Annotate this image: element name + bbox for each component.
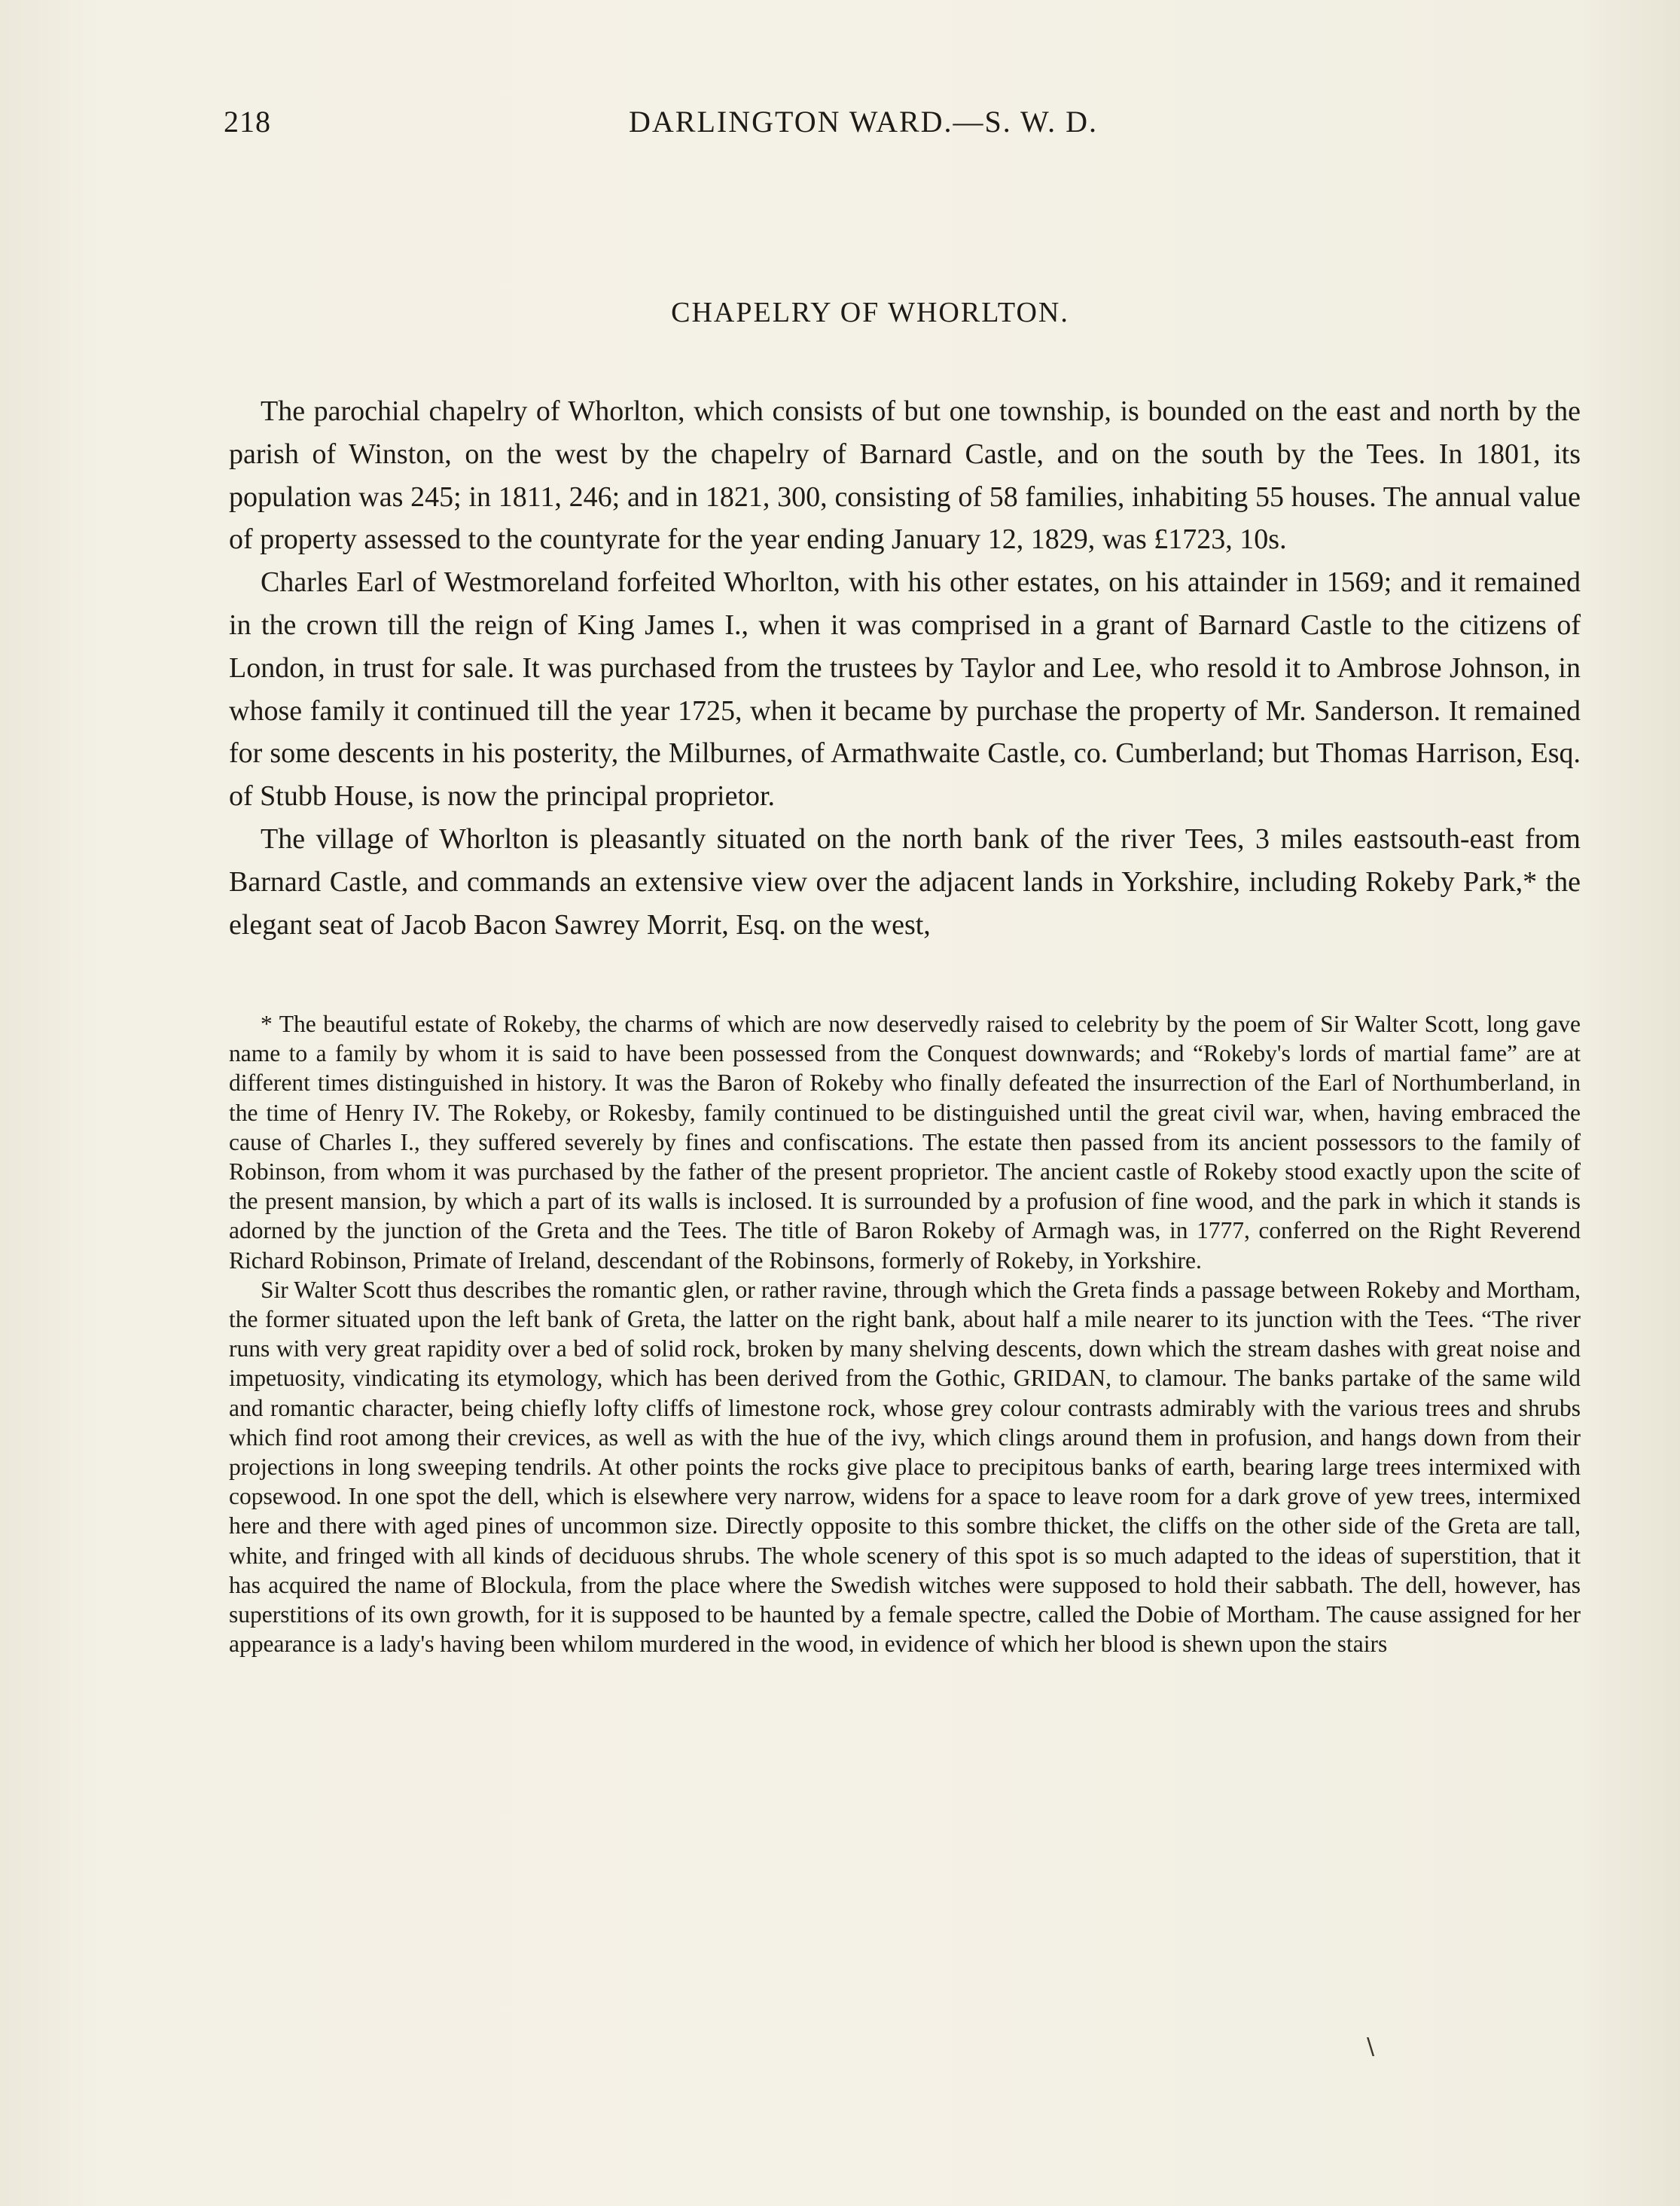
main-text: [229, 390, 1581, 946]
page-number: 218: [224, 105, 271, 139]
body-paragraph: Charles Earl of Westmoreland forfeited Whorlton, with his other estates, on his attainder in 1569; and it remained in the crown till the reign of King James I., when it was comprised in a grant of Barnard Castle to the citizens of London, in trust for sale. It was purchased from the trustees by Taylor and Lee, who resold it to Ambrose Johnson, in whose family it continued till the year 1725, when it became by purchase the property of Mr. Sanderson. It remained for some descents in his posterity, the Milburnes, of Armathwaite Castle, co. Cumberland; but Thomas Harrison, Esq. of Stubb House, is now the principal proprietor.: [229, 566, 1581, 813]
running-head: [0, 104, 1680, 149]
body-paragraph: The village of Whorlton is pleasantly situated on the north bank of the river Tees, 3 miles eastsouth-east from Barnard Castle, and commands an extensive view over the adjacent lands in Yorkshire, including Rokeby Park,* the elegant seat of Jacob Bacon Sawrey Morrit, Esq. on the west,: [229, 822, 1581, 941]
footnote-paragraph: * The beautiful estate of Rokeby, the charms of which are now deservedly raised to celebrity by the poem of Sir Walter Scott, long gave name to a family by whom it is said to have been possessed from the Conquest downwards; and “Rokeby's lords of martial fame” are at different times distinguished in history. It was the Baron of Rokeby who finally defeated the insurrection of the Earl of Northumberland, in the time of Henry IV. The Rokeby, or Rokesby, family continued to be distinguished until the great civil war, when, having embraced the cause of Charles I., they suffered severely by fines and confiscations. The estate then passed from its ancient possessors to the family of Robinson, from whom it was purchased by the father of the present proprietor. The ancient castle of Rokeby stood exactly upon the scite of the present mansion, by which a part of its walls is inclosed. It is surrounded by a profusion of fine wood, and the park in which it stands is adorned by the junction of the Greta and the Tees. The title of Baron Rokeby of Armagh was, in 1777, conferred on the Right Reverend Richard Robinson, Primate of Ireland, descendant of the Robinsons, formerly of Rokeby, in Yorkshire.: [229, 1011, 1581, 1274]
body-paragraph: The parochial chapelry of Whorlton, which consists of but one township, is bounded on the east and north by the parish of Winston, on the west by the chapelry of Barnard Castle, and on the south by the Tees. In 1801, its population was 245; in 1811, 246; and in 1821, 300, consisting of 58 families, inhabiting 55 houses. The annual value of property assessed to the countyrate for the year ending January 12, 1829, was £1723, 10s.: [229, 395, 1581, 556]
footnote-paragraph: Sir Walter Scott thus describes the romantic glen, or rather ravine, through which the Greta finds a passage between Rokeby and Mortham, the former situated upon the left bank of Greta, the latter on the right bank, about half a mile nearer to its junction with the Tees. “The river runs with very great rapidity over a bed of solid rock, broken by many shelving descents, down which the stream dashes with great noise and impetuosity, vindicating its etymology, which has been derived from the Gothic, GRIDAN, to clamour. The banks partake of the same wild and romantic character, being chiefly lofty cliffs of limestone rock, whose grey colour contrasts admirably with the various trees and shrubs which find root among their crevices, as well as with the hue of the ivy, which clings around them in profusion, and hangs down from their projections in long sweeping tendrils. At other points the rocks give place to precipitous banks of earth, bearing large trees intermixed with copsewood. In one spot the dell, which is elsewhere very narrow, widens for a space to leave room for a dark grove of yew trees, intermixed here and there with aged pines of uncommon size. Directly opposite to this sombre thicket, the cliffs on the other side of the Greta are tall, white, and fringed with all kinds of deciduous shrubs. The whole scenery of this spot is so much adapted to the ideas of superstition, that it has acquired the name of Blockula, from the place where the Swedish witches were supposed to hold their sabbath. The dell, however, has superstitions of its own growth, for it is supposed to be haunted by a female spectre, called the Dobie of Mortham. The cause assigned for her appearance is a lady's having been whilom murdered in the wood, in evidence of which her blood is shewn upon the stairs: [229, 1276, 1581, 1658]
running-title: DARLINGTON WARD.—S. W. D.: [629, 105, 1099, 139]
footnotes: [229, 1009, 1581, 1658]
paper-blemish: \: [1367, 2034, 1375, 2060]
section-heading: CHAPELRY OF WHORLTON.: [671, 297, 1069, 328]
